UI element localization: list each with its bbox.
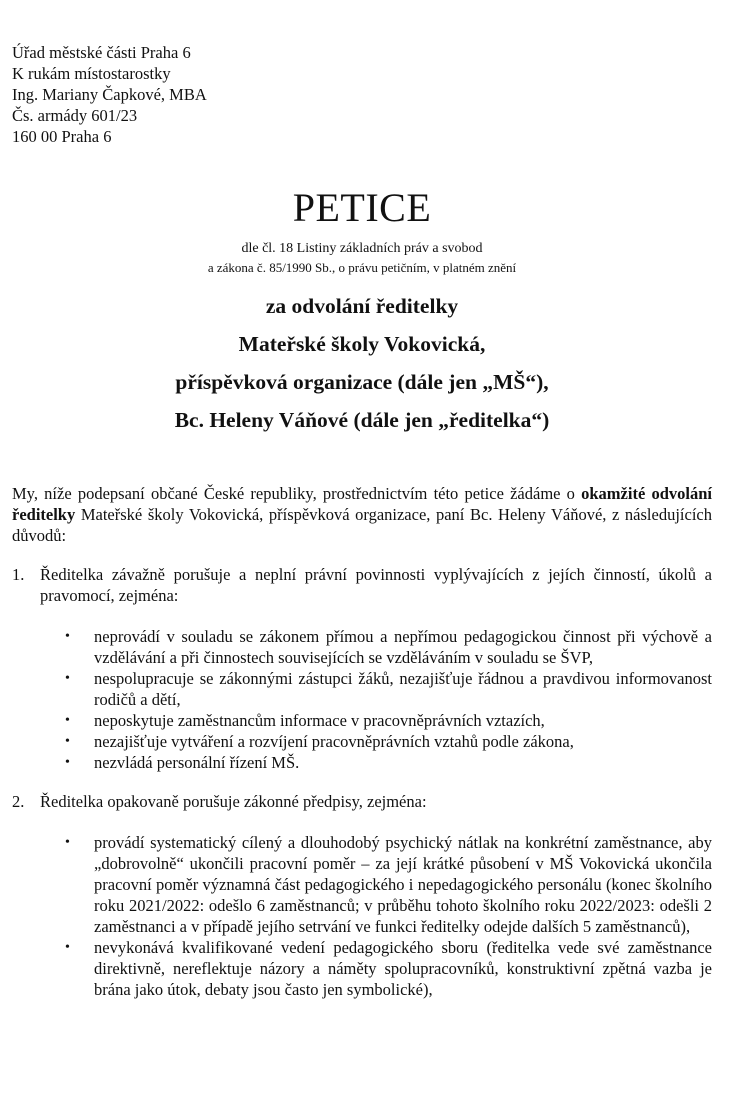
bullet-text: nevykonává kvalifikované vedení pedagogického sboru (ředitelka vede své zaměstnance direktivně, nereflektuje názory a náměty spolupracovníků, konstruktivní zpětná vazba je brána jako útok, debaty jsou často jen symbolické), — [94, 938, 712, 999]
bullet-icon: • — [65, 835, 70, 850]
bullet-icon: • — [65, 734, 70, 749]
bullet-text: provádí systematický cílený a dlouhodobý psychický nátlak na konkrétní zaměstnance, aby „dobrovolně“ ukončili pracovní poměr – za její krátké působení v MŠ Vokovická ukončila pracovní poměr významná část pedagogického i nepedagogického personálu (konec školního roku 2021/2022: odešlo 6 zaměstnanců; v průběhu tohoto školního roku 2022/2023: odešli 2 zaměstnanci a v případě jejího setrvání ve funkci ředitelky odejde dalších 5 zaměstnanců), — [94, 833, 712, 936]
reason-bullets — [40, 626, 712, 773]
reasons-list — [12, 564, 712, 1000]
subject-line: Mateřské školy Vokovická, — [238, 332, 486, 356]
recipient-address — [12, 42, 712, 147]
bullet-text: nezajišťuje vytváření a rozvíjení pracovněprávních vztahů podle zákona, — [94, 732, 574, 751]
subject-line: příspěvková organizace (dále jen „MŠ“), — [175, 370, 549, 394]
bullet-item — [40, 710, 712, 731]
intro-paragraph — [12, 483, 712, 546]
reason-item — [12, 564, 712, 773]
legal-basis-line-2: a zákona č. 85/1990 Sb., o právu petičním, v platném znění — [207, 260, 517, 275]
legal-basis-line-1: dle čl. 18 Listiny základních práv a svobod — [241, 241, 483, 256]
address-line: 160 00 Praha 6 — [12, 127, 112, 146]
bullet-icon: • — [65, 755, 70, 770]
petition-subject — [12, 287, 712, 439]
intro-text: My, níže podepsaní občané České republiky, prostřednictvím této petice žádáme o — [12, 484, 582, 503]
bullet-item — [40, 752, 712, 773]
reason-text: Ředitelka závažně porušuje a neplní právní povinnosti vyplývajících z jejích činností, úkolů a pravomocí, zejména: — [40, 565, 712, 605]
document-title: PETICE — [292, 185, 432, 230]
bullet-icon: • — [65, 671, 70, 686]
bullet-item — [40, 832, 712, 937]
reason-bullets — [40, 832, 712, 1000]
bullet-icon: • — [65, 629, 70, 644]
bullet-text: neposkytuje zaměstnancům informace v pracovněprávních vztazích, — [94, 711, 545, 730]
subject-line: za odvolání ředitelky — [265, 294, 459, 318]
address-line: Čs. armády 601/23 — [12, 106, 138, 125]
intro-text: Mateřské školy Vokovická, příspěvková organizace, paní Bc. Heleny Váňové, z následujících důvodů: — [12, 505, 712, 545]
subject-line: Bc. Heleny Váňové (dále jen „ředitelka“) — [174, 408, 550, 432]
legal-basis — [12, 239, 712, 277]
bullet-text: neprovádí v souladu se zákonem přímou a nepřímou pedagogickou činnost při výchově a vzdělávání a při činnostech souvisejících se vzděláváním v souladu se ŠVP, — [94, 627, 712, 667]
address-line: Ing. Mariany Čapkové, MBA — [12, 85, 207, 104]
bullet-item — [40, 626, 712, 668]
reason-text: Ředitelka opakovaně porušuje zákonné předpisy, zejména: — [40, 792, 427, 811]
reason-number: 2. — [12, 792, 25, 811]
reason-item — [12, 791, 712, 1000]
bullet-item — [40, 668, 712, 710]
address-line: K rukám místostarostky — [12, 64, 171, 83]
address-line: Úřad městské části Praha 6 — [12, 43, 191, 62]
bullet-text: nezvládá personální řízení MŠ. — [94, 753, 300, 772]
reason-number: 1. — [12, 565, 25, 584]
bullet-item — [40, 731, 712, 752]
bullet-icon: • — [65, 940, 70, 955]
intro-bold-text: okamžité odvolání ředitelky — [12, 484, 712, 524]
bullet-icon: • — [65, 713, 70, 728]
bullet-text: nespolupracuje se zákonnými zástupci žáků, nezajišťuje řádnou a pravdivou informovanost rodičů a dětí, — [94, 669, 712, 709]
bullet-item — [40, 937, 712, 1000]
